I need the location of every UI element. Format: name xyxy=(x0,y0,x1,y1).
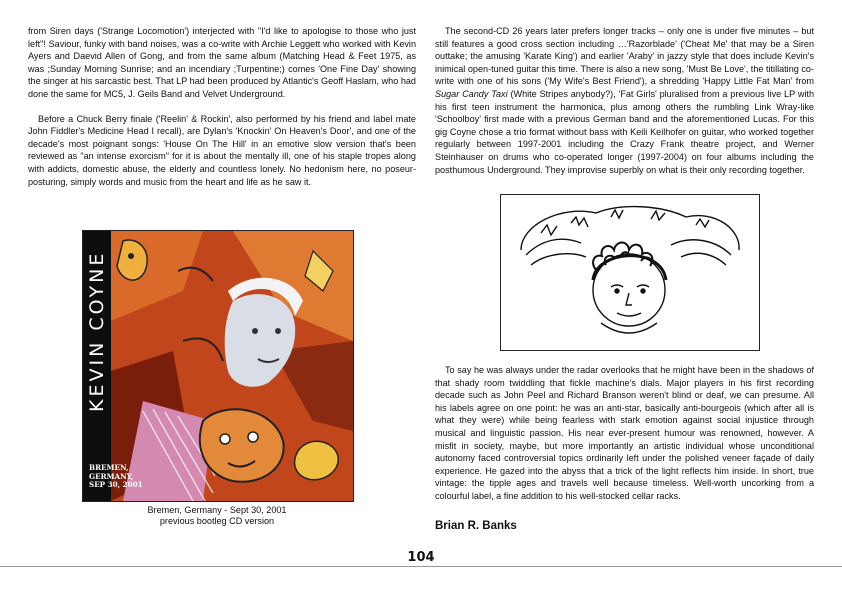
left-paragraph-1: from Siren days ('Strange Locomotion') interjected with "I'd like to apologise to those who just left"! Saviour, funky with band noises, was a co-write with Archie Leggett who worked with Kevin Ayers and Daevid Allen of Gong, and from the same album (Matching Head & Feet 1975, as was ;Sunday Morning Sunrise; and an incendiary ;Turpentine;) comes 'One Fine Day' showing the singer at his sarcastic best. That LP had been produced by Atlantic's Geoff Haslam, who had done the same for MC5, J. Geils Band and Velvet Underground. xyxy=(28,26,416,99)
right-paragraph-1 xyxy=(435,25,814,176)
caption-line-1: Bremen, Germany - Sept 30, 2001 xyxy=(147,505,287,515)
album-title-italic: Sugar Candy Taxi xyxy=(435,88,508,99)
right-column-lower xyxy=(435,364,814,515)
sketch-illustration xyxy=(500,194,760,351)
right-column xyxy=(435,25,814,188)
cover-artwork xyxy=(83,231,353,501)
page-number: 104 xyxy=(407,550,435,565)
right-paragraph-1-text-b: (White Stripes anybody?), 'Fat Girls' pluralised from a previous live LP with his first teen instrument the harmonica, plus among others the rumbling Link Wray-like 'Schoolboy' first made with a previous German band and the aforementioned Lucas. For this gig Coyne chose a trio format without bass with Keili Keilhofer on guitar, who worked together regularly between 1997-2001 including the Crazy Frank theatre project, and Werner Steinhauser on drums who co-operated longer (1997-2004) on four albums including the posthumous Underground. They improvise superbly on what is their only recording together. xyxy=(435,88,814,175)
right-paragraph-1-text-a: The second-CD 26 years later prefers longer tracks – only one is under five minutes – but still features a good cross section including …'Razorblade' ('Cheat Me' that may be a Siren outtake; the amusing 'Karate King') and earlier 'Araby' in jazzy style that does include Kevin's inimical open-tuned guitar this time. There is also a new song, 'Must Be Love', the titillating co-write with one of his sons ('My Wife's Best Friend'), a shredding 'Happy Little Fat Man' from xyxy=(435,26,814,87)
cover-artist-name: KEVIN COYNE xyxy=(86,250,108,412)
left-column xyxy=(28,25,416,200)
sketch-drawing xyxy=(501,195,759,350)
caption-line-2: previous bootleg CD version xyxy=(159,516,275,526)
album-cover-image xyxy=(82,230,354,502)
right-paragraph-2: To say he was always under the radar overlooks that he might have been in the shadows of that shady room twiddling that fickle machine's dials. Major players in his first recording decade such as John Peel and Richard Branson weren't blind or deaf, we can presume. All his labels agree on one point: he was an anti-star, basically anti-bourgeois (which after all is what they were) while being fearless with stark emotion against social injustice through musical and linguistic passion. His near ever-present humour was renowned, however. A misfit in society, maybe, but more importantly an artistic individual whose unconditional autonomy faced controversial topics ordinarily left under the polished veneer façade of daily experience. He gazed into the abyss that a trick of the light reflects him inside. In short, true vintage: the tipple ages and travels well because timeless. Well-worth uncorking from a colourful label, a fine addition to his well-stocked cellar racks. xyxy=(435,365,814,501)
left-paragraph-2: Before a Chuck Berry finale ('Reelin' & Rockin', also performed by his friend and label mate John Fiddler's Medicine Head I recall), are Dylan's 'Knockin' On Heaven's Door', and one of the decade's most poignant songs: 'House On The Hill' in an emotive slow version that's been reviewed as "an intense exorcism" for it is about the mentally ill, one of his staple tropes along with addicts, domestic abuse, the elderly and countless lonely. No hedonism here, no poseur-posturing, simply words and music from the heart and life as he saw it. xyxy=(28,113,416,187)
footer-divider xyxy=(0,566,842,567)
cover-caption xyxy=(82,505,352,527)
cover-concert-details: BREMEN, GERMANY, SEP 30, 2001 xyxy=(89,463,143,490)
author-name: Brian R. Banks xyxy=(435,520,517,532)
